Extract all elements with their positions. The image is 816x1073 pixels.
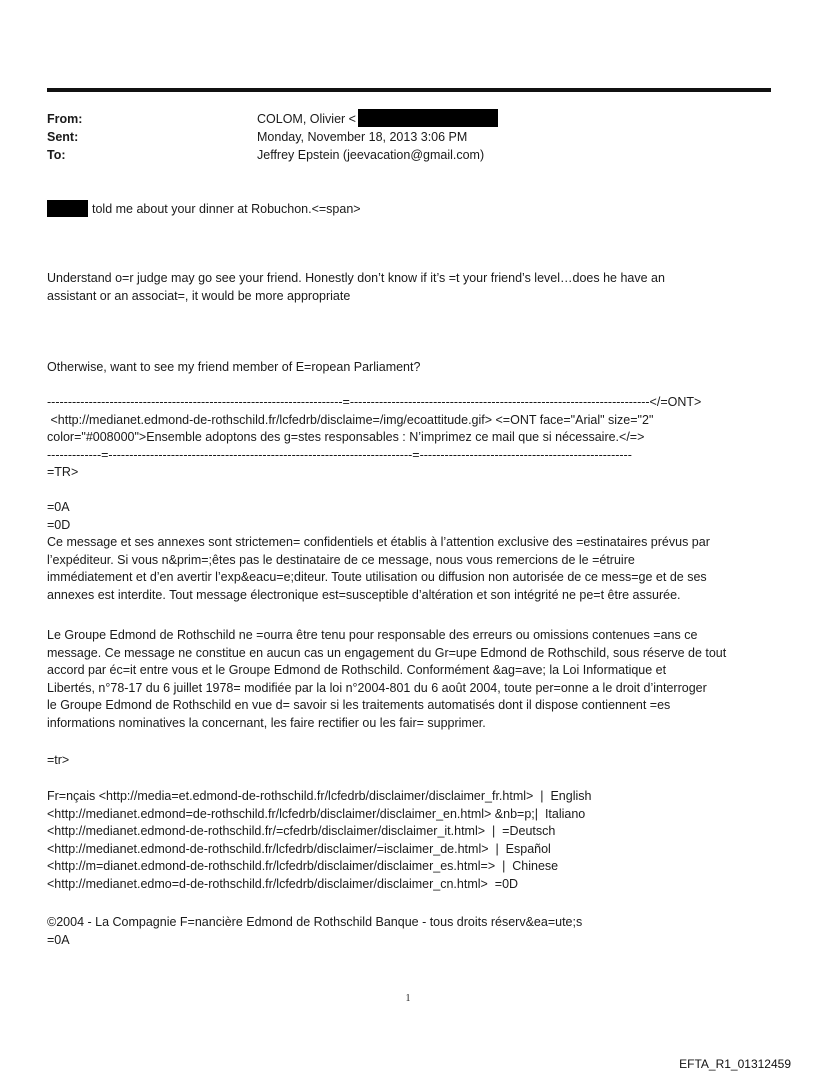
- to-label: To:: [47, 148, 66, 162]
- redaction-bar: [47, 200, 88, 217]
- from-row: [47, 110, 767, 128]
- page-number: 1: [405, 993, 411, 1004]
- robuchon-text: told me about your dinner at Robuchon.<=span>: [92, 202, 361, 216]
- sent-label: Sent:: [47, 130, 79, 144]
- from-label: From:: [47, 112, 83, 126]
- sent-value: Monday, November 18, 2013 3:06 PM: [257, 130, 468, 144]
- to-row: [47, 146, 767, 164]
- from-value: [257, 110, 498, 128]
- redaction-bar: [358, 109, 498, 127]
- confidentiality-paragraph: =0A =0D Ce message et ses annexes sont strictemen= confidentiels et établis à l’attention exclusive des =estinataires prévus par l’expéditeur. Si vous n&prim=;êtes pas le destinataire de ce message, nous vous remercions de le =étruire immédiatement et d’en avertir l’exp&eacu=e;diteur. Toute utilisation ou diffusion non autorisée de ce mess=ge et de ses annexes est interdite. Tout message électronique est=susceptible d’altération et son intégrité ne pe=t être assurée.: [47, 500, 710, 602]
- copyright-paragraph: ©2004 - La Compagnie F=nancière Edmond de Rothschild Banque - tous droits réserv&ea=ute;s =0A: [47, 915, 583, 947]
- email-header: [47, 110, 767, 164]
- bates-number: EFTA_R1_01312459: [679, 1057, 791, 1071]
- language-links-paragraph: Fr=nçais <http://media=et.edmond-de-rothschild.fr/lcfedrb/disclaimer/disclaimer_fr.html> | English <http://medianet.edmond=de-rothschild.fr/lcfedrb/disclaimer/disclaimer_en.html> &nb=p;| Italiano <http://medianet.edmond-de-rothschild.fr/=cfedrb/disclaimer/disclaimer_it.html> | =Deutsch <http://medianet.edmond-de-rothschild.fr/lcfedrb/disclaimer/=isclaimer_de.html> | Español <http://m=dianet.edmond-de-rothschild.fr/lcfedrb/disclaimer/disclaimer_es.html=> | Chinese <http://medianet.edmo=d-de-rothschild.fr/lcfedrb/disclaimer/disclaimer_cn.html> =0D: [47, 789, 592, 891]
- disclaimer-block: -----------------------------------------------------------------------=------------------------------------------------------------------------</=ONT> <http://medianet.edmond-de-rothschild.fr/lcfedrb/disclaime=/img/ecoattitude.gif> <=ONT face="Arial" size="2" color="#008000">Ensemble adoptons des g=stes responsables : N’imprimez ce mail que si nécessaire.</=> -------------=-------------------------------------------------------------------------=--------------------------------------------------- =TR>: [47, 395, 702, 479]
- body-paragraph-judge: Understand o=r judge may go see your friend. Honestly don’t know if it’s =t your friend’s level…does he have an assistant or an associat=, it would be more appropriate: [47, 271, 665, 303]
- body-line-robuchon: [47, 200, 769, 219]
- tr-tag-line: =tr>: [47, 753, 70, 767]
- groupe-paragraph: Le Groupe Edmond de Rothschild ne =ourra être tenu pour responsable des erreurs ou omissions contenues =ans ce message. Ce message ne constitue en aucun cas un engagement du Gr=upe Edmond de Rothschild, sous réserve de tout accord par éc=it entre vous et le Groupe Edmond de Rothschild. Conformément &ag=ave; la Loi Informatique et Libertés, n°78-17 du 6 juillet 1978= modifiée par la loi n°2004-801 du 6 août 2004, toute per=onne a le droit d’interroger le Groupe Edmond de Rothschild en vue d= savoir si les traitements automatisés dont il dispose contiennent =es informations nominatives la concernant, les faire rectifier ou les fair= supprimer.: [47, 628, 727, 730]
- body-paragraph-parliament: Otherwise, want to see my friend member of E=ropean Parliament?: [47, 360, 421, 374]
- header-rule: [47, 88, 771, 92]
- to-value: Jeffrey Epstein (jeevacation@gmail.com): [257, 148, 485, 162]
- from-name: COLOM, Olivier <: [257, 112, 356, 126]
- sent-row: [47, 128, 767, 146]
